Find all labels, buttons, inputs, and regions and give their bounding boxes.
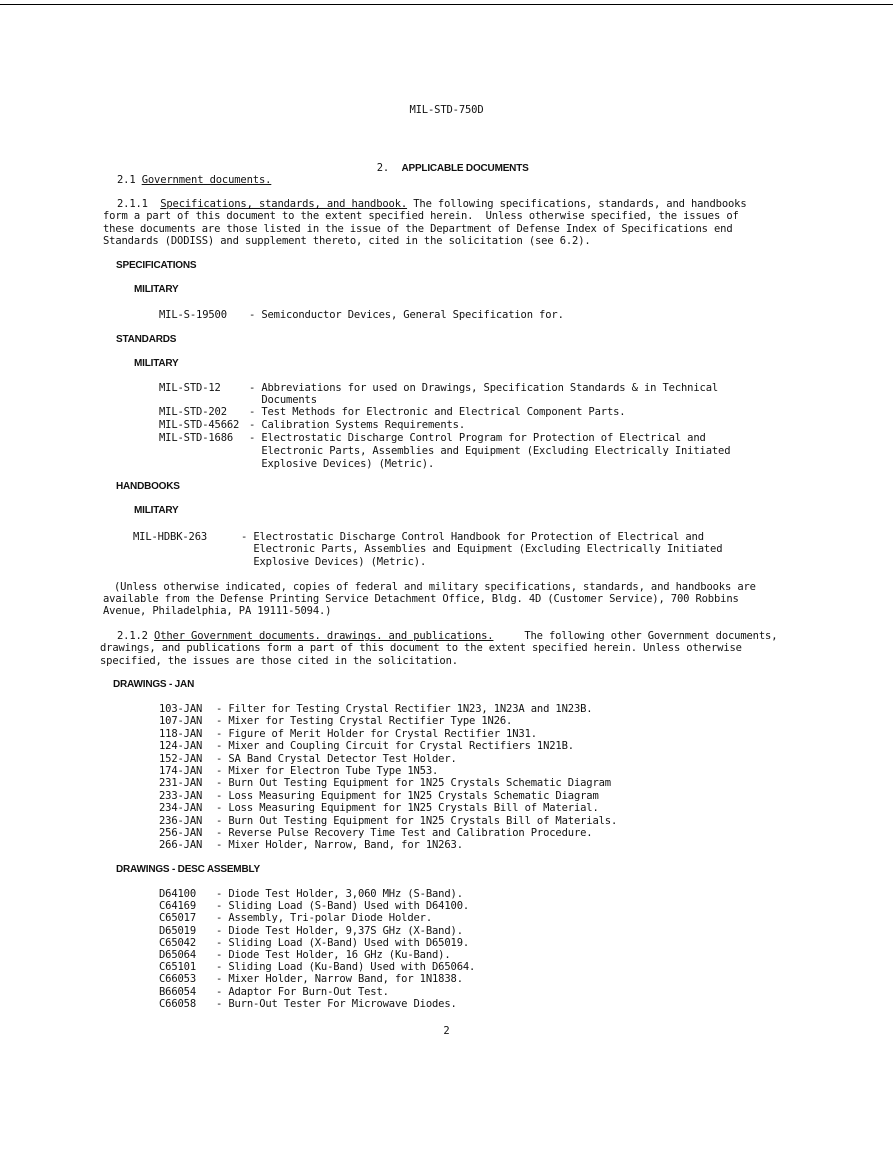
- drawing-description: - Sliding Load (S-Band) Used with D64100.: [216, 900, 470, 913]
- drawing-code: 124-JAN: [159, 740, 203, 753]
- drawing-code: D65019: [159, 924, 197, 937]
- drawing-description: - Burn Out Testing Equipment for 1N25 Crystals Schematic Diagram: [216, 777, 611, 790]
- drawing-description: - Adaptor For Burn-Out Test.: [216, 985, 389, 998]
- drawing-code: 231-JAN: [159, 777, 203, 790]
- drawing-description: - Diode Test Holder, 16 GHz (Ku-Band).: [216, 949, 451, 961]
- page-number: 2: [443, 1025, 450, 1037]
- paragraph-2-1-2-line-1: 2.1.2 Other Government documents. drawings. and publications. The following other Government documents,: [117, 630, 778, 642]
- drawing-description: - Mixer for Electron Tube Type 1N53.: [216, 765, 439, 777]
- drawing-description: - Loss Measuring Equipment for 1N25 Crystals Schematic Diagram: [216, 789, 599, 802]
- availability-note-line: Avenue, Philadelphia, PA 19111-5094.): [103, 605, 332, 617]
- handbook-code: MIL-HDBK-263: [133, 531, 208, 543]
- paragraph-heading: Other Government documents. drawings. and publications.: [154, 630, 494, 642]
- document-id-header: MIL-STD-750D: [409, 104, 484, 116]
- drawings-jan-heading: DRAWINGS - JAN: [113, 679, 195, 690]
- paragraph-line: Standards (DODISS) and supplement thereto, cited in the solicitation (see 6.2).: [103, 235, 591, 247]
- drawing-description: - Filter for Testing Crystal Rectifier 1N23, 1N23A and 1N23B.: [216, 703, 593, 715]
- drawing-code: 266-JAN: [159, 839, 203, 852]
- section-label: APPLICABLE DOCUMENTS: [401, 162, 529, 174]
- standard-description: - Test Methods for Electronic and Electrical Component Parts.: [249, 406, 626, 418]
- standard-description: - Electrostatic Discharge Control Program for Protection of Electrical and: [249, 432, 706, 444]
- availability-note-line: available from the Defense Printing Service Detachment Office, Bldg. 4D (Customer Service), 700 Robbins: [103, 593, 739, 605]
- drawing-code: 107-JAN: [159, 715, 203, 728]
- drawing-description: - Assembly, Tri-polar Diode Holder.: [216, 912, 433, 925]
- drawing-description: - Sliding Load (Ku-Band) Used with D65064.: [216, 961, 476, 974]
- drawing-description: - Loss Measuring Equipment for 1N25 Crystals Bill of Material.: [216, 802, 599, 815]
- subsection-heading: Government documents.: [141, 174, 272, 186]
- standard-code: MIL-STD-202: [159, 406, 227, 418]
- paragraph-line: these documents are those listed in the issue of the Department of Defense Index of Specifications end: [103, 223, 733, 235]
- specifications-military-subheading: MILITARY: [134, 284, 179, 295]
- drawing-description: - Mixer and Coupling Circuit for Crystal Rectifiers 1N21B.: [216, 740, 574, 753]
- paragraph-line: drawings, and publications form a part of this document to the extent specified herein. Unless otherwise: [100, 642, 742, 654]
- drawing-description: - Diode Test Holder, 3,060 MHz (S-Band).: [216, 888, 463, 900]
- availability-note-line: (Unless otherwise indicated, copies of federal and military specifications, standards, and handbooks are: [114, 581, 756, 593]
- drawing-description: - Mixer for Testing Crystal Rectifier Type 1N26.: [216, 715, 513, 728]
- handbook-description: Electronic Parts, Assemblies and Equipment (Excluding Electrically Initiated: [241, 543, 723, 555]
- drawing-description: - Burn-Out Tester For Microwave Diodes.: [216, 997, 457, 1010]
- paragraph-2-1-1-line-1: 2.1.1 Specifications, standards, and handbook. The following specifications, standards, and handbooks: [117, 198, 747, 210]
- standard-description: Explosive Devices) (Metric).: [249, 458, 435, 470]
- drawing-code: 233-JAN: [159, 789, 203, 802]
- drawing-code: 152-JAN: [159, 752, 203, 765]
- standard-description: - Abbreviations for used on Drawings, Specification Standards & in Technical: [249, 382, 719, 394]
- drawing-description: - Burn Out Testing Equipment for 1N25 Crystals Bill of Materials.: [216, 814, 618, 827]
- section-number: 2.: [376, 161, 390, 174]
- standard-description: Documents: [249, 394, 317, 406]
- drawing-code: C64169: [159, 900, 197, 913]
- drawing-description: - Sliding Load (X-Band) Used with D65019.: [216, 936, 470, 949]
- drawing-description: - Figure of Merit Holder for Crystal Rectifier 1N31.: [216, 727, 537, 740]
- paragraph-number: 2.1.1: [117, 198, 148, 210]
- drawing-code: 174-JAN: [159, 765, 203, 777]
- standard-code: MIL-STD-45662: [159, 419, 240, 431]
- drawing-code: 103-JAN: [159, 703, 203, 715]
- handbook-description: - Electrostatic Discharge Control Handbook for Protection of Electrical and: [241, 531, 704, 543]
- drawing-code: D64100: [159, 888, 197, 900]
- standards-heading: STANDARDS: [116, 334, 177, 345]
- standard-description: Electronic Parts, Assemblies and Equipment (Excluding Electrically Initiated: [249, 445, 731, 457]
- drawing-code: 236-JAN: [159, 814, 203, 827]
- drawing-description: - SA Band Crystal Detector Test Holder.: [216, 752, 457, 765]
- drawing-code: 234-JAN: [159, 802, 203, 815]
- drawing-code: C66058: [159, 997, 197, 1010]
- standard-code: MIL-STD-1686: [159, 432, 234, 444]
- drawing-description: - Mixer Holder, Narrow Band, for 1N1838.: [216, 973, 463, 986]
- drawing-code: C65042: [159, 936, 197, 949]
- drawing-code: C66053: [159, 973, 197, 986]
- drawing-code: B66054: [159, 985, 197, 998]
- specifications-heading: SPECIFICATIONS: [116, 260, 197, 271]
- paragraph-line: specified, the issues are those cited in the solicitation.: [100, 655, 458, 667]
- subsection-2-1: [117, 174, 271, 187]
- drawings-desc-heading: DRAWINGS - DESC ASSEMBLY: [116, 864, 260, 875]
- drawing-code: C65017: [159, 912, 197, 925]
- drawing-code: D65064: [159, 949, 197, 961]
- drawing-code: C65101: [159, 961, 197, 974]
- standard-description: - Calibration Systems Requirements.: [249, 419, 466, 431]
- subsection-number: 2.1: [117, 174, 136, 186]
- handbooks-heading: HANDBOOKS: [116, 481, 180, 492]
- paragraph-heading: Specifications, standards, and handbook.: [160, 198, 408, 210]
- standards-military-subheading: MILITARY: [134, 358, 179, 369]
- standard-code: MIL-STD-12: [159, 382, 221, 394]
- drawing-code: 118-JAN: [159, 727, 203, 740]
- handbook-description: Explosive Devices) (Metric).: [241, 556, 427, 568]
- spec-description: - Semiconductor Devices, General Specification for.: [249, 309, 564, 321]
- drawing-description: - Reverse Pulse Recovery Time Test and Calibration Procedure.: [216, 827, 593, 839]
- paragraph-line: form a part of this document to the extent specified herein. Unless otherwise specified, the issues of: [103, 210, 739, 222]
- top-rule: [0, 4, 893, 5]
- spec-code: MIL-S-19500: [159, 309, 227, 321]
- drawing-description: - Diode Test Holder, 9,37S GHz (X-Band).: [216, 924, 463, 937]
- section-title: [0, 149, 893, 175]
- handbooks-military-subheading: MILITARY: [134, 505, 179, 516]
- drawing-code: 256-JAN: [159, 827, 203, 839]
- paragraph-number: 2.1.2: [117, 630, 148, 642]
- drawing-description: - Mixer Holder, Narrow, Band, for 1N263.: [216, 839, 463, 852]
